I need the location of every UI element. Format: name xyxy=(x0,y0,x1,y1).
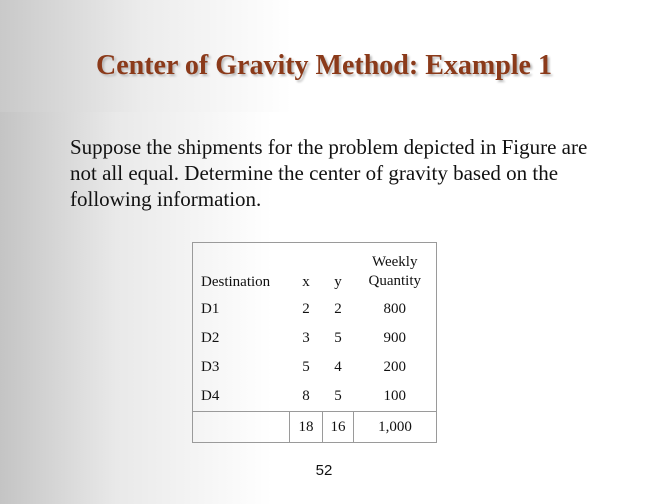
cell-x: 8 xyxy=(302,388,310,404)
page-number: 52 xyxy=(315,462,333,479)
cell-x: 5 xyxy=(302,359,310,375)
cell-x: 2 xyxy=(302,301,310,317)
cell-y: 5 xyxy=(334,330,342,346)
shipment-table xyxy=(192,242,437,443)
cell-y: 4 xyxy=(334,359,342,375)
header-destination: Destination xyxy=(201,274,271,290)
table-totals-row xyxy=(193,412,437,443)
header-y: y xyxy=(334,274,342,290)
cell-destination: D3 xyxy=(201,359,220,375)
header-weekly-quantity: Weekly Quantity xyxy=(368,254,421,289)
cell-y: 2 xyxy=(334,301,342,317)
table-row xyxy=(193,324,437,353)
slide-title: Center of Gravity Method: Example 1 xyxy=(96,50,552,81)
total-x: 18 xyxy=(290,412,323,443)
table-row xyxy=(193,382,437,412)
total-quantity: 1,000 xyxy=(354,412,437,443)
cell-y: 5 xyxy=(334,388,342,404)
cell-x: 3 xyxy=(302,330,310,346)
total-y: 16 xyxy=(323,412,354,443)
totals-empty-cell xyxy=(193,412,290,443)
table-row xyxy=(193,295,437,324)
cell-quantity: 200 xyxy=(383,359,406,375)
table-header-row xyxy=(193,243,437,296)
cell-quantity: 900 xyxy=(383,330,406,346)
cell-quantity: 100 xyxy=(383,388,406,404)
cell-quantity: 800 xyxy=(383,301,406,317)
cell-destination: D4 xyxy=(201,388,220,404)
slide-body-text: Suppose the shipments for the problem depicted in Figure are not all equal. Determine the center of gravity based on the following information. xyxy=(70,135,588,211)
cell-destination: D1 xyxy=(201,301,220,317)
header-x: x xyxy=(302,274,310,290)
table-row xyxy=(193,353,437,382)
cell-destination: D2 xyxy=(201,330,220,346)
